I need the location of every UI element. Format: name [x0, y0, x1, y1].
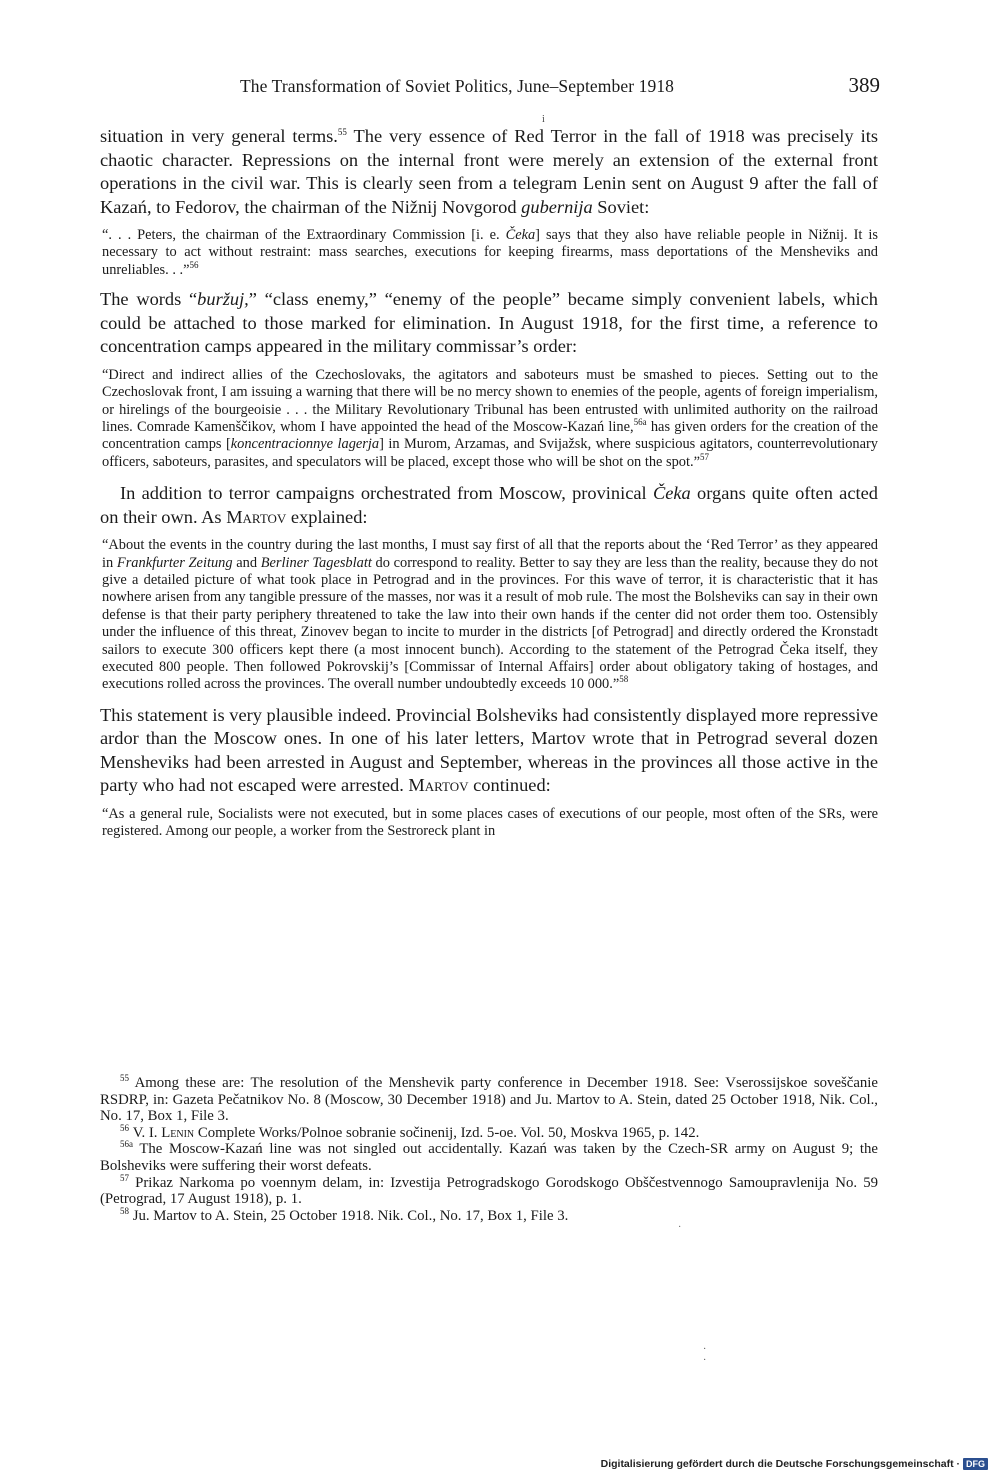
footnote-55: $^{55}$ Among these are: The resolution of the Menshevik party conference in December 1918. See: Vserossijskoe soveščanie RSDRP, in: Gazeta Pečatnikov No. 8 (Moscow, 30 December 1918) and Ju. Martov to A. Stein, dated 25 October 1918, Nik. Col., No. 17, Box 1, File 3. — [100, 1073, 878, 1125]
footnote-58: $^{58}$ Ju. Martov to A. Stein, 25 October 1918. Nik. Col., No. 17, Box 1, File 3. — [120, 1205, 569, 1224]
paragraph-4: This statement is very plausible indeed. Provincial Bolsheviks had consistently displayed more repressive ardor than the Moscow ones. In one of his later letters, Martov wrote that in Petrograd several dozen Mensheviks had been arrested in August and September, whereas in the provinces all those active in the party who had not escaped were arrested. Martov continued: — [100, 704, 878, 796]
block-quote-4: “As a general rule, Socialists were not executed, but in some places cases of executions of our people, most often of the SRs, were registered. Among our people, a worker from the Sestroreck plant in — [102, 805, 878, 840]
page-header — [100, 73, 880, 106]
scan-mark: i — [542, 114, 545, 125]
footnote-57: $^{57}$ Prikaz Narkoma po voennym delam, in: Izvestija Petrogradskogo Gorodskogo Obščestvennogo Samoupravlenija No. 59 (Petrograd, 17 August 1918), p. 1. — [100, 1172, 878, 1208]
footnote-56a: $^{56a}$ The Moscow-Kazań line was not singled out accidentally. Kazań was taken by the Czech-SR army on August 9; the Bolsheviks were suffering their worst defeats. — [100, 1139, 878, 1174]
running-title: The Transformation of Soviet Politics, June–September 1918 — [240, 76, 675, 96]
footnotes — [100, 1075, 878, 1224]
main-text — [100, 125, 878, 841]
dfg-logo: DFG — [963, 1458, 988, 1470]
paragraph-2: The words “buržuj,” “class enemy,” “enemy of the people” became simply convenient labels, which could be attached to those marked for elimination. In August 1918, for the first time, a reference to concentration camps appeared in the military commissar’s order: — [100, 289, 878, 357]
paragraph-1: situation in very general terms.$^{55}$ The very essence of Red Terror in the fall of 1918 was precisely its chaotic character. Repressions on the internal front were merely an extension of the external front operations in the civil war. This is clearly seen from a telegram Lenin sent on August 9 after the fall of Kazań, to Fedorov, the chairman of the Nižnij Novgorod gubernija Soviet: — [100, 126, 878, 217]
digitization-credit — [601, 1456, 988, 1472]
block-quote-1: “. . . Peters, the chairman of the Extraordinary Commission [i. e. Čeka] says that they also have reliable people in Nižnij. It is necessary to act without restraint: mass searches, executions for keeping firearms, mass deportations of the Mensheviks and unreliables. . .”$^{56}$ — [102, 227, 879, 278]
footnote-ref-55: 55 — [337, 126, 347, 137]
page-number: 389 — [848, 73, 880, 97]
footnote-ref-56: 56 — [189, 260, 199, 271]
footnote-ref-58: 58 — [619, 674, 629, 685]
block-quote-2: “Direct and indirect allies of the Czechoslovaks, the agitators and saboteurs must be smashed to pieces. Setting out to the Czechoslovak front, I am issuing a warning that there will be no mercy shown to enemies of the people, agents of foreign imperialism, or hirelings of the bourgeoisie . . . the Military Revolutionary Tribunal has been entrusted with unlimited authority on the railroad lines. Comrade Kamenščikov, whom I have appointed the head of the Moscow-Kazań line,$^{56a}$ has given orders for the creation of the concentration camps [koncentracionnye lagerja] in Murom, Arzamas, and Svijažsk, where suspicious agitators, counterrevolutionary officers, saboteurs, parasites, and speculators will be placed, except those who will be shot on the spot.”$^{57}$ — [102, 366, 878, 470]
scan-speck: · — [678, 1222, 682, 1233]
credit-text: Digitalisierung gefördert durch die Deutsche Forschungsgemeinschaft · — [600, 1458, 960, 1470]
paragraph-3: In addition to terror campaigns orchestrated from Moscow, provinical Čeka organs quite often acted on their own. As Martov explained: — [100, 483, 878, 527]
block-quote-3: “About the events in the country during the last months, I must say first of all that the reports about the ‘Red Terror’ as they appeared in Frankfurter Zeitung and Berliner Tagesblatt do correspond to reality. Better to say they are less than the reality, because they do not give a detailed picture of what took place in Petrograd and in the provinces. For this wave of terror, it is characteristic that it has nowhere arisen from any tangible pressure of the masses, nor was it a result of mob rule. The most the Bolsheviks can say in their own defense is that their party periphery threatened to take the law into their own hands if the center did not order them too. Ostensibly under the influence of this threat, Zinovev began to incite to murder in the districts [of Petrograd] and directly ordered the Kronstadt sailors to execute 300 officers kept there (a most innocent bunch). According to the statement of the Petrograd Čeka itself, they executed 800 people. Then followed Pokrovskij’s [Commissar of Internal Affairs] order about obligatory taking of hostages, and executions rolled across the provinces. The overall number undoubtedly exceeds 10 000.”$^{58}$ — [102, 537, 879, 693]
footnote-56: $^{56}$ V. I. Lenin Complete Works/Polnoe sobranie sočinenij, Izd. 5-oe. Vol. 50, Moskva 1965, p. 142. — [120, 1122, 700, 1141]
footnote-ref-56a: 56a — [633, 417, 647, 428]
footnote-ref-57: 57 — [699, 451, 709, 462]
scan-specks: · · — [703, 1344, 707, 1366]
